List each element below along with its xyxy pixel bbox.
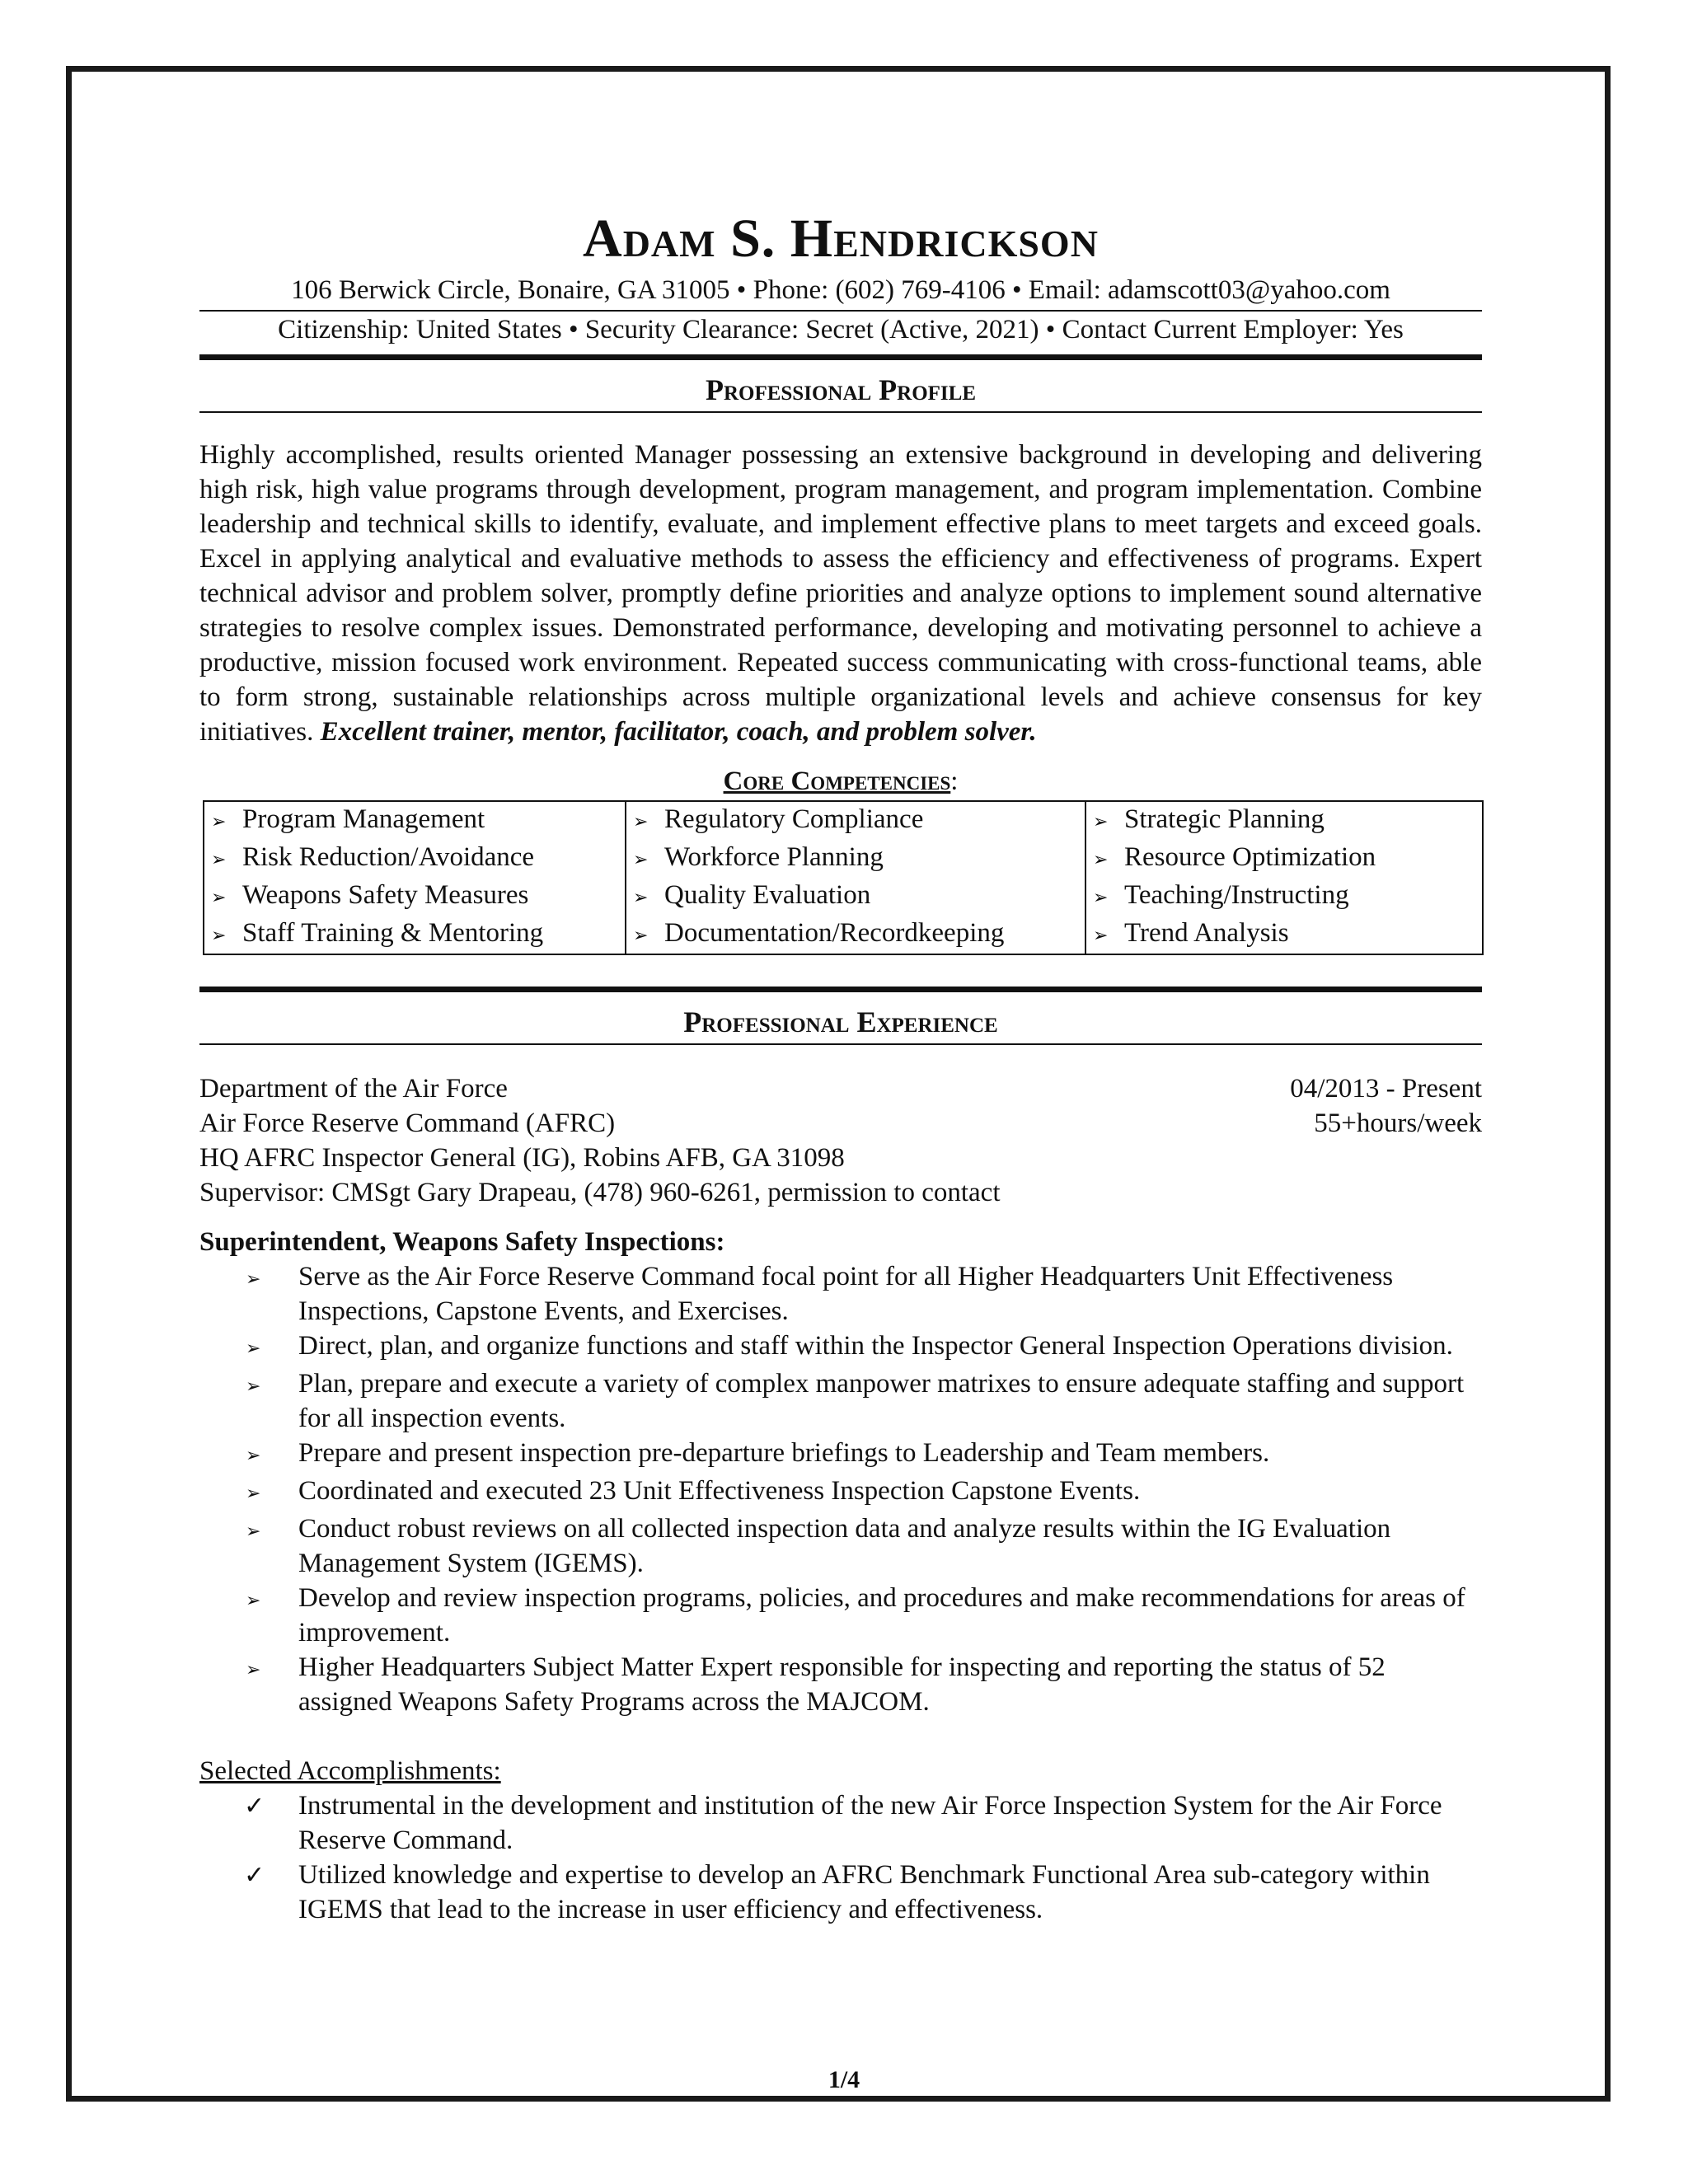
accomplishments-title: Selected Accomplishments: bbox=[199, 1756, 501, 1786]
resume-content bbox=[199, 206, 1482, 1927]
employment-dates: 04/2013 - Present bbox=[1290, 1074, 1482, 1104]
command-row bbox=[199, 1106, 1482, 1141]
competency-item: ➢ Strategic Planning bbox=[1086, 802, 1482, 840]
profile-text: Highly accomplished, results oriented Manager possessing an extensive background in developing and delivering high risk, high value programs through development, program management, and program implementation. Combine leadership and technical skills to identify, evaluate, and implement effective plans to meet targets and exceed goals. Excel in applying analytical and evaluative methods to assess the efficiency and effectiveness of programs. Expert technical advisor and problem solver, promptly define priorities and analyze options to implement sound alternative strategies to resolve complex issues. Demonstrated performance, developing and motivating personnel to achieve a productive, mission focused work environment. Repeated success communicating with cross-functional teams, able to form strong, sustainable relationships across multiple organizational levels and achieve consensus for key initiatives. bbox=[199, 440, 1482, 747]
profile-section-rule bbox=[199, 411, 1482, 413]
checkmark-icon: ✓ bbox=[244, 1861, 265, 1890]
arrow-bullet-icon: ➢ bbox=[1093, 812, 1109, 832]
list-item: ✓ Instrumental in the development and institution of the new Air Force Inspection System for the Air Force Reserve Command. bbox=[199, 1788, 1482, 1858]
competency-item: ➢ Staff Training & Mentoring bbox=[204, 916, 625, 954]
arrow-bullet-icon: ➢ bbox=[246, 1591, 261, 1611]
profile-emphasis: Excellent trainer, mentor, facilitator, coach, and problem solver. bbox=[320, 717, 1037, 747]
list-item: ➢ Higher Headquarters Subject Matter Expert responsible for inspecting and reporting the status of 52 assigned Weapons Safety Programs across the MAJCOM. bbox=[199, 1650, 1482, 1719]
arrow-bullet-icon: ➢ bbox=[1093, 888, 1109, 908]
competency-item: ➢ Risk Reduction/Avoidance bbox=[204, 840, 625, 878]
profile-section-title: Professional Profile bbox=[705, 373, 977, 406]
arrow-bullet-icon: ➢ bbox=[246, 1376, 261, 1397]
checkmark-icon: ✓ bbox=[244, 1792, 265, 1821]
work-hours: 55+hours/week bbox=[1314, 1108, 1482, 1138]
list-item: ➢ Direct, plan, and organize functions and staff within the Inspector General Inspection Operations division. bbox=[199, 1329, 1482, 1366]
competency-item: ➢ Regulatory Compliance bbox=[626, 802, 1085, 840]
competency-item: ➢ Trend Analysis bbox=[1086, 916, 1482, 954]
status-line: Citizenship: United States • Security Clearance: Secret (Active, 2021) • Contact Current Employer: Yes bbox=[278, 315, 1404, 344]
contact-line: 106 Berwick Circle, Bonaire, GA 31005 • Phone: (602) 769-4106 • Email: adamscott03@yahoo.com bbox=[291, 275, 1390, 305]
core-competencies-table bbox=[203, 800, 1484, 955]
supervisor-info: Supervisor: CMSgt Gary Drapeau, (478) 960-6261, permission to contact bbox=[199, 1178, 1001, 1207]
profile-summary bbox=[199, 438, 1482, 749]
list-item: ➢ Prepare and present inspection pre-departure briefings to Leadership and Team members. bbox=[199, 1436, 1482, 1474]
arrow-bullet-icon: ➢ bbox=[246, 1483, 261, 1504]
command-name: Air Force Reserve Command (AFRC) bbox=[199, 1108, 616, 1138]
duties-list bbox=[199, 1259, 1482, 1719]
competency-item: ➢ Weapons Safety Measures bbox=[204, 878, 625, 916]
list-item: ➢ Coordinated and executed 23 Unit Effectiveness Inspection Capstone Events. bbox=[199, 1474, 1482, 1511]
arrow-bullet-icon: ➢ bbox=[246, 1521, 261, 1542]
experience-section-title: Professional Experience bbox=[683, 1005, 998, 1038]
competency-item: ➢ Program Management bbox=[204, 802, 625, 840]
arrow-bullet-icon: ➢ bbox=[1093, 926, 1109, 946]
accomplishments-list bbox=[199, 1788, 1482, 1927]
list-item: ➢ Serve as the Air Force Reserve Command focal point for all Higher Headquarters Unit Effectiveness Inspections, Capstone Events, and Exercises. bbox=[199, 1259, 1482, 1329]
candidate-name: Adam S. Hendrickson bbox=[583, 209, 1099, 269]
arrow-bullet-icon: ➢ bbox=[246, 1446, 261, 1466]
employer-block bbox=[199, 1071, 1482, 1210]
core-competencies-label: Core Competencies bbox=[723, 766, 951, 796]
competency-item: ➢ Teaching/Instructing bbox=[1086, 878, 1482, 916]
list-item: ➢ Conduct robust reviews on all collected inspection data and analyze results within the IG Evaluation Management System (IGEMS). bbox=[199, 1511, 1482, 1581]
employer-name: Department of the Air Force bbox=[199, 1074, 508, 1104]
work-location: HQ AFRC Inspector General (IG), Robins AFB, GA 31098 bbox=[199, 1143, 845, 1173]
arrow-bullet-icon: ➢ bbox=[633, 926, 649, 946]
arrow-bullet-icon: ➢ bbox=[211, 926, 227, 946]
arrow-bullet-icon: ➢ bbox=[633, 850, 649, 870]
competency-item: ➢ Documentation/Recordkeeping bbox=[626, 916, 1085, 954]
experience-thick-divider bbox=[199, 987, 1482, 992]
arrow-bullet-icon: ➢ bbox=[633, 888, 649, 908]
competency-column-2 bbox=[626, 801, 1085, 954]
competency-column-1 bbox=[204, 801, 626, 954]
page-number: 1/4 bbox=[828, 2066, 860, 2093]
arrow-bullet-icon: ➢ bbox=[211, 812, 227, 832]
list-item: ➢ Plan, prepare and execute a variety of complex manpower matrixes to ensure adequate staffing and support for all inspection events. bbox=[199, 1366, 1482, 1436]
employer-row bbox=[199, 1071, 1482, 1106]
experience-section-rule bbox=[199, 1043, 1482, 1045]
arrow-bullet-icon: ➢ bbox=[246, 1269, 261, 1290]
core-competencies-colon: : bbox=[950, 766, 959, 796]
competency-item: ➢ Resource Optimization bbox=[1086, 840, 1482, 878]
competency-item: ➢ Quality Evaluation bbox=[626, 878, 1085, 916]
job-title: Superintendent, Weapons Safety Inspections: bbox=[199, 1227, 725, 1257]
header-thick-divider bbox=[199, 354, 1482, 360]
arrow-bullet-icon: ➢ bbox=[246, 1338, 261, 1359]
arrow-bullet-icon: ➢ bbox=[211, 888, 227, 908]
arrow-bullet-icon: ➢ bbox=[246, 1660, 261, 1680]
core-competencies-title bbox=[199, 764, 1482, 799]
list-item: ➢ Develop and review inspection programs, policies, and procedures and make recommendations for areas of improvement. bbox=[199, 1581, 1482, 1650]
arrow-bullet-icon: ➢ bbox=[1093, 850, 1109, 870]
competency-column-3 bbox=[1085, 801, 1483, 954]
arrow-bullet-icon: ➢ bbox=[211, 850, 227, 870]
competency-item: ➢ Workforce Planning bbox=[626, 840, 1085, 878]
arrow-bullet-icon: ➢ bbox=[633, 812, 649, 832]
list-item: ✓ Utilized knowledge and expertise to develop an AFRC Benchmark Functional Area sub-category within IGEMS that lead to the increase in user efficiency and effectiveness. bbox=[199, 1858, 1482, 1927]
